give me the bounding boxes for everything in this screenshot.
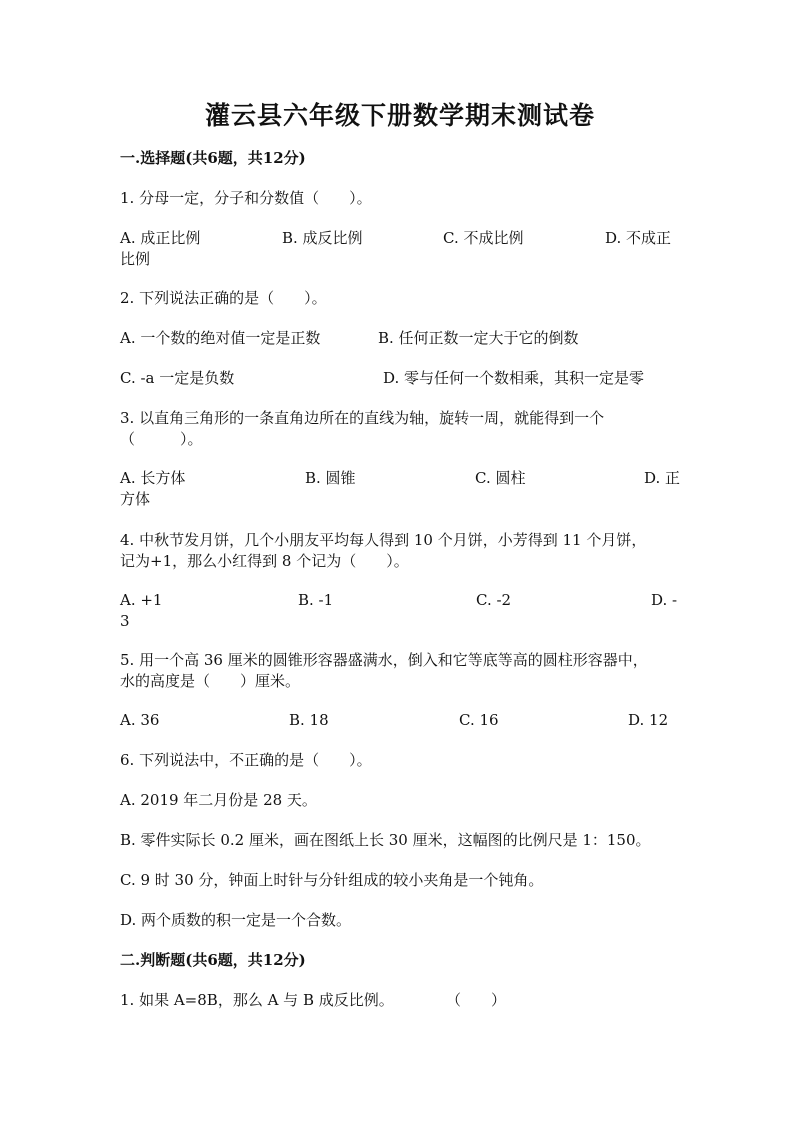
section-heading-choice: 一.选择题(共6题，共12分)	[120, 149, 306, 167]
q4-stem-line2: 记为+1，那么小红得到 8 个记为（ ）。	[120, 552, 409, 570]
q2-stem: 2. 下列说法正确的是（ ）。	[120, 289, 327, 307]
q2-option-a: A. 一个数的绝对值一定是正数	[120, 329, 321, 347]
q6-option-a: A. 2019 年二月份是 28 天。	[120, 791, 317, 809]
q5-option-d: D. 12	[628, 711, 669, 729]
q1-option-a: A. 成正比例	[120, 229, 201, 247]
q4-stem-line1: 4. 中秋节发月饼，几个小朋友平均每人得到 10 个月饼，小芳得到 11 个月饼，	[120, 531, 647, 549]
q6-option-d: D. 两个质数的积一定是一个合数。	[120, 911, 352, 929]
q4-option-a: A. +1	[120, 591, 163, 609]
q6-option-b: B. 零件实际长 0.2 厘米，画在图纸上长 30 厘米，这幅图的比例尺是 1：150。	[120, 831, 651, 849]
q2-option-c: C. -a 一定是负数	[120, 369, 235, 387]
q6-stem: 6. 下列说法中，不正确的是（ ）。	[120, 751, 372, 769]
section-heading-judge: 二.判断题(共6题，共12分)	[120, 951, 306, 969]
q3-option-a: A. 长方体	[120, 469, 186, 487]
q1-stem: 1. 分母一定，分子和分数值（ ）。	[120, 189, 372, 207]
q3-option-d: D. 正	[644, 469, 681, 487]
q1-option-d: D. 不成正	[605, 229, 672, 247]
q2-option-d: D. 零与任何一个数相乘，其积一定是零	[383, 369, 645, 387]
q1-option-c: C. 不成比例	[443, 229, 524, 247]
j1-answer-blank[interactable]: （ ）	[446, 991, 507, 1009]
q4-option-d: D. -	[651, 591, 678, 609]
q2-option-b: B. 任何正数一定大于它的倒数	[378, 329, 579, 347]
q3-option-b: B. 圆锥	[305, 469, 356, 487]
q1-option-d-cont: 比例	[120, 250, 151, 268]
page-title: 灌云县六年级下册数学期末测试卷	[204, 101, 595, 130]
q4-option-c: C. -2	[476, 591, 512, 609]
q5-option-a: A. 36	[120, 711, 160, 729]
q3-stem-line1: 3. 以直角三角形的一条直角边所在的直线为轴，旋转一周，就能得到一个	[120, 409, 605, 427]
q4-option-b: B. -1	[298, 591, 334, 609]
q3-stem-line2: （ ）。	[120, 430, 203, 448]
q5-stem-line2: 水的高度是（ ）厘米。	[120, 672, 301, 690]
q5-option-b: B. 18	[289, 711, 329, 729]
q5-stem-line1: 5. 用一个高 36 厘米的圆锥形容器盛满水，倒入和它等底等高的圆柱形容器中，	[120, 651, 648, 669]
q3-option-c: C. 圆柱	[475, 469, 526, 487]
q4-option-d-cont: 3	[120, 612, 130, 630]
j1-stem: 1. 如果 A=8B，那么 A 与 B 成反比例。	[120, 991, 394, 1009]
q3-option-d-cont: 方体	[120, 490, 151, 508]
q5-option-c: C. 16	[459, 711, 499, 729]
q6-option-c: C. 9 时 30 分，钟面上时针与分针组成的较小夹角是一个钝角。	[120, 871, 544, 889]
q1-option-b: B. 成反比例	[282, 229, 363, 247]
